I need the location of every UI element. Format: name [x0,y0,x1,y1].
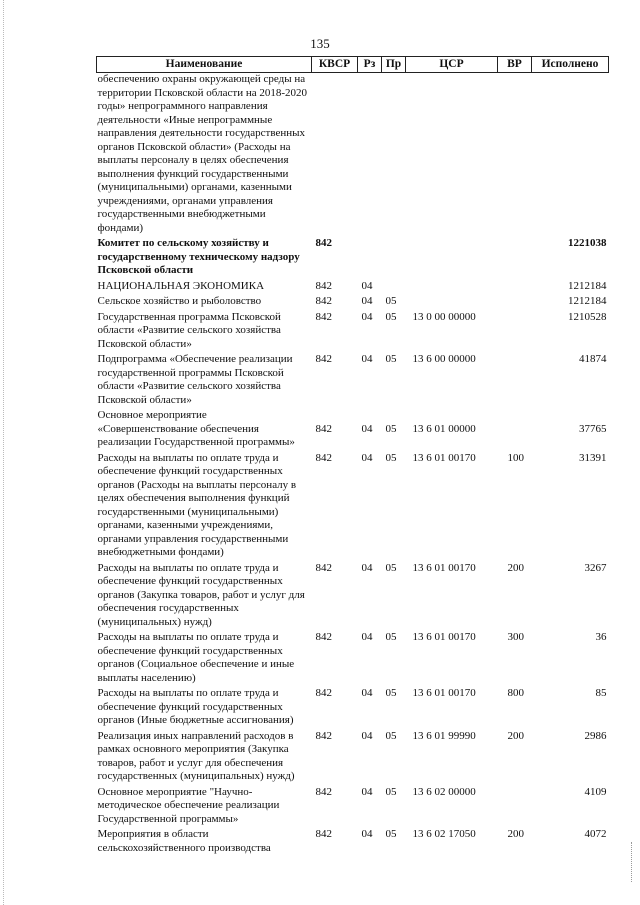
cell-csr [406,293,498,309]
budget-table [96,56,609,855]
cell-kvsr: 842 [315,237,332,249]
cell-rz: 04 [361,785,373,798]
cell-rz: 04 [361,422,373,435]
table-row [97,784,609,827]
page-number: 135 [310,36,330,51]
cell-name: Основное мероприятие «Совершенствование обеспечения реализации Государственной программы» [97,409,295,448]
cell-rz: 04 [361,631,373,643]
cell-vr [498,235,532,278]
cell-kvsr: 842 [315,687,332,699]
cell-amount [532,73,609,236]
header-csr: ЦСР [406,57,498,73]
cell-csr: 13 6 01 00000 [412,422,476,435]
cell-rz: 04 [361,729,373,742]
cell-name: Расходы на выплаты по оплате труда и обеспечение функций государственных органов (Закупка товаров, работ и услуг для обеспечения государственных (муниципальных) нужд) [97,561,305,628]
cell-amount: 4109 [584,785,607,798]
cell-csr: 13 6 01 99990 [412,729,476,742]
cell-kvsr: 842 [315,729,332,742]
cell-vr [498,73,532,236]
cell-amount: 1212184 [568,295,607,307]
cell-name: Основное мероприятие "Научно-методическое обеспечение реализации Государственной программы» [97,785,280,825]
table-row [97,309,609,352]
cell-csr [406,73,498,236]
cell-rz [358,235,382,278]
header-amount: Исполнено [532,57,609,73]
cell-vr [498,407,532,450]
cell-csr: 13 0 00 00000 [412,310,476,323]
cell-pr [382,235,406,278]
cell-csr [406,278,498,294]
cell-kvsr: 842 [315,295,332,307]
cell-kvsr: 842 [315,279,332,292]
cell-amount: 36 [595,631,607,643]
cell-pr: 05 [385,451,397,464]
cell-amount: 1212184 [568,279,607,292]
cell-kvsr: 842 [315,828,332,840]
cell-rz: 04 [361,295,373,307]
cell-pr: 05 [385,353,397,365]
cell-name: Расходы на выплаты по оплате труда и обеспечение функций государственных органов (Иные бюджетные ассигнования) [97,687,294,726]
cell-vr: 300 [507,631,524,643]
cell-amount: 3267 [584,561,607,574]
table-row [97,73,609,236]
table-row [97,351,609,407]
cell-vr [498,309,532,352]
table-body [97,73,609,856]
cell-vr [498,278,532,294]
table-row [97,728,609,784]
cell-pr: 05 [385,828,397,840]
header-rz: Рз [358,57,382,73]
cell-csr: 13 6 00 00000 [412,353,476,365]
edge-scan-mark [631,842,634,882]
cell-amount: 2986 [584,729,607,742]
cell-csr: 13 6 01 00170 [412,451,476,464]
cell-vr: 200 [507,561,524,574]
cell-rz: 04 [361,310,373,323]
cell-name: Расходы на выплаты по оплате труда и обеспечение функций государственных органов (Расходы на выплаты персоналу в целях обеспечения выполнения функций государственными (муниципальными) органами, казенными учреждениями, органами управления государственными внебюджетными фондами) [97,451,297,558]
cell-name: обеспечению охраны окружающей среды на территории Псковской области на 2018-2020 годы» непрограммного направления деятельности «Иные непрограммные направления деятельности государственных органов Псковской области» (Расходы на выплаты персоналу в целях обеспечения выполнения функций государственными (муниципальными) органами, казенными учреждениями, органами управления государственными внебюджетными фондами) [97,73,308,234]
header-vr: ВР [498,57,532,73]
cell-amount: 1210528 [568,310,607,323]
cell-rz: 04 [361,279,373,292]
cell-csr: 13 6 02 17050 [412,828,476,840]
cell-rz [358,73,382,236]
cell-kvsr [312,73,358,236]
cell-name: Реализация иных направлений расходов в рамках основного мероприятия (Закупка товаров, работ и услуг для обеспечения государственных (муниципальных) нужд) [97,729,295,782]
cell-rz: 04 [361,353,373,365]
cell-pr [382,278,406,294]
cell-vr: 200 [507,828,524,840]
cell-kvsr: 842 [315,310,332,323]
cell-vr [498,293,532,309]
cell-csr: 13 6 02 00000 [412,785,476,798]
cell-vr [498,784,532,827]
cell-pr: 05 [385,422,397,435]
cell-csr: 13 6 01 00170 [412,631,476,643]
table-row [97,685,609,728]
header-pr: Пр [382,57,406,73]
table-row [97,450,609,560]
cell-amount: 31391 [579,451,607,464]
cell-rz: 04 [361,451,373,464]
cell-rz: 04 [361,828,373,840]
table-row [97,826,609,855]
cell-pr [382,73,406,236]
cell-kvsr: 842 [315,451,332,464]
cell-amount: 4072 [584,828,607,840]
cell-vr [498,351,532,407]
cell-vr: 100 [507,451,524,464]
cell-csr [406,235,498,278]
cell-name: НАЦИОНАЛЬНАЯ ЭКОНОМИКА [97,279,265,292]
header-kvsr: КВСР [312,57,358,73]
cell-name: Подпрограмма «Обеспечение реализации государственной программы Псковской области «Развитие сельского хозяйства Псковской области» [97,353,293,406]
cell-name: Сельское хозяйство и рыболовство [97,295,262,307]
cell-rz: 04 [361,561,373,574]
cell-name: Комитет по сельскому хозяйству и государственному техническому надзору Псковской области [97,237,300,276]
table-row [97,293,609,309]
cell-kvsr: 842 [315,561,332,574]
cell-rz: 04 [361,687,373,699]
cell-kvsr: 842 [315,353,332,365]
cell-kvsr: 842 [315,631,332,643]
cell-name: Государственная программа Псковской области «Развитие сельского хозяйства Псковской области» [97,310,281,350]
cell-kvsr: 842 [315,785,332,798]
cell-pr: 05 [385,729,397,742]
table-header-row [97,57,609,73]
cell-pr: 05 [385,785,397,798]
cell-pr: 05 [385,295,397,307]
table-row [97,278,609,294]
cell-name: Мероприятия в области сельскохозяйственного производства [97,828,271,854]
cell-amount: 85 [595,687,607,699]
cell-name: Расходы на выплаты по оплате труда и обеспечение функций государственных органов (Социальное обеспечение и иные выплаты населению) [97,631,295,684]
left-margin-line [3,0,4,905]
cell-vr: 200 [507,729,524,742]
cell-kvsr: 842 [315,422,332,435]
cell-pr: 05 [385,687,397,699]
cell-pr: 05 [385,631,397,643]
cell-amount: 37765 [579,422,607,435]
cell-vr: 800 [507,687,524,699]
header-name: Наименование [97,57,312,73]
table-row [97,560,609,630]
cell-csr: 13 6 01 00170 [412,561,476,574]
cell-pr: 05 [385,310,397,323]
cell-amount: 1221038 [568,237,607,249]
cell-amount: 41874 [579,353,607,365]
table-row [97,407,609,450]
cell-csr: 13 6 01 00170 [412,687,476,699]
table-row [97,235,609,278]
cell-pr: 05 [385,561,397,574]
table-row [97,629,609,685]
